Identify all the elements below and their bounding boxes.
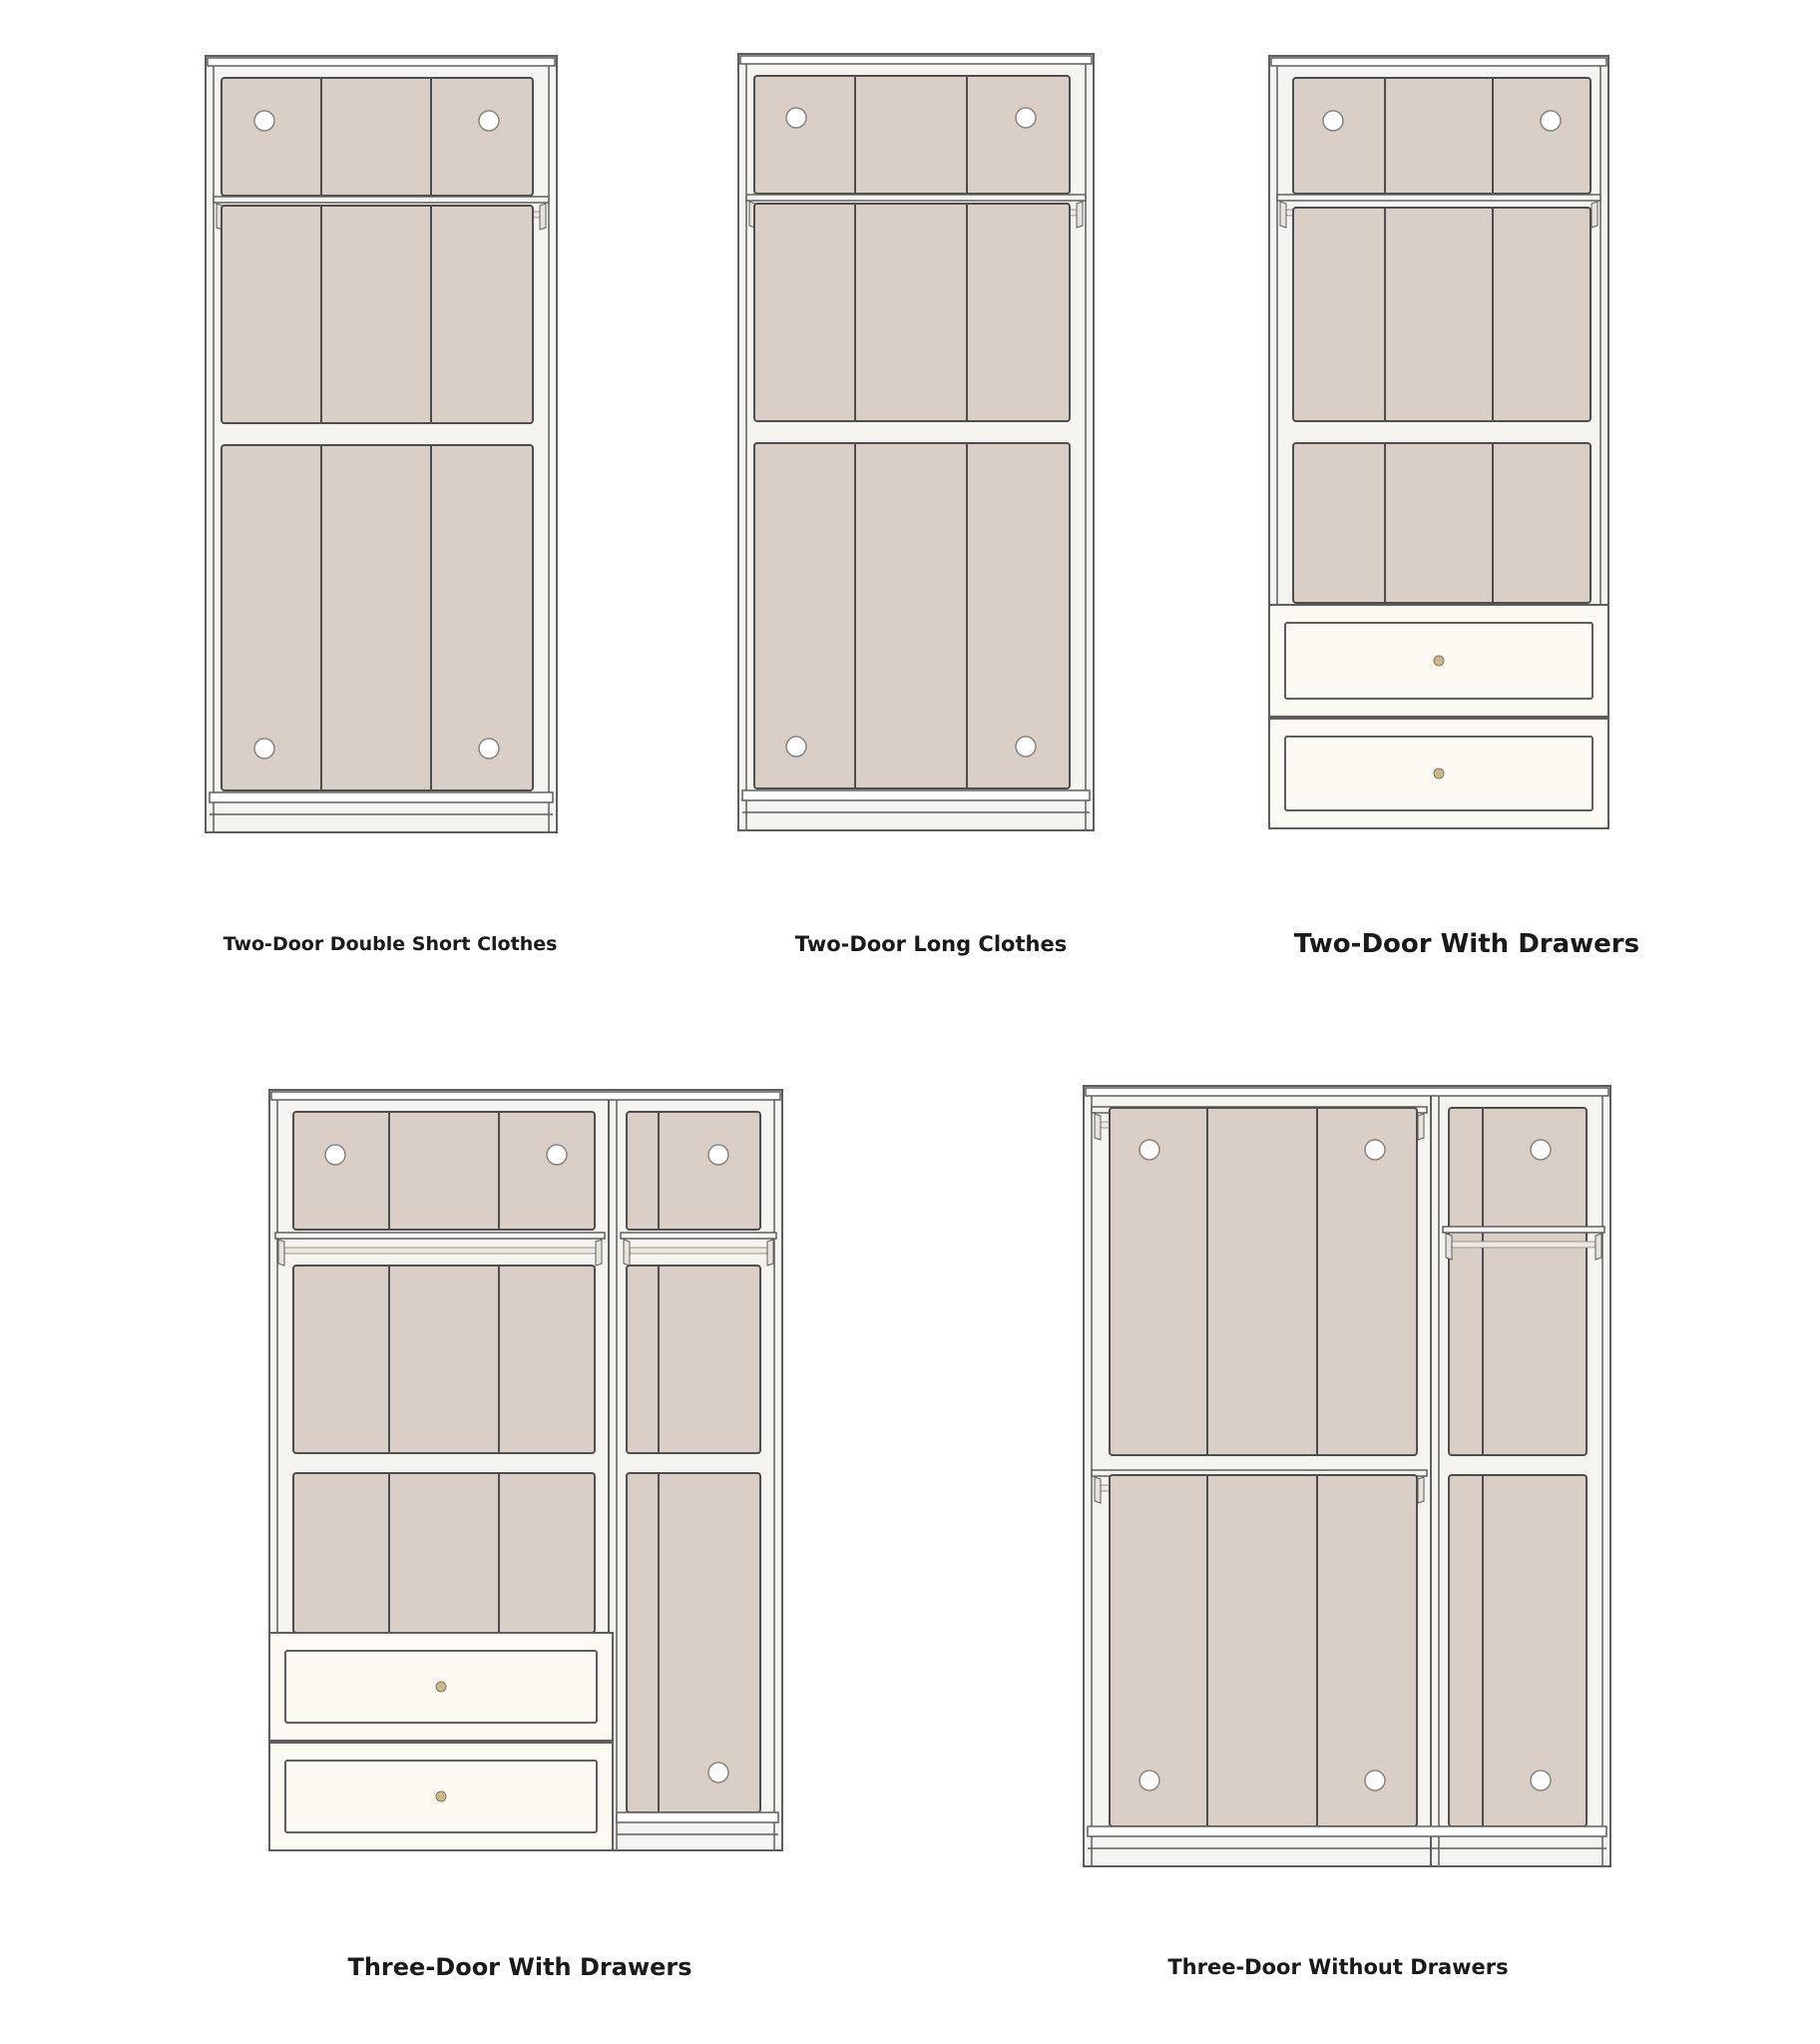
top-cornice	[1271, 58, 1606, 66]
rod-bracket-left	[1095, 1477, 1101, 1503]
hanging-rod	[629, 1248, 768, 1254]
top-storage-section	[1293, 78, 1591, 194]
caption-two-door-double-short-clothes: Two-Door Double Short Clothes	[223, 933, 558, 955]
rod-bracket-left	[1280, 202, 1286, 228]
upper-hanging-section	[1293, 208, 1591, 421]
rod-bracket-right	[1077, 202, 1083, 228]
left-upper-hanging-section	[293, 1266, 595, 1453]
rod-bracket-right	[1418, 1114, 1424, 1140]
door-handle-hole	[1139, 1771, 1159, 1790]
bottom-shelf	[210, 792, 553, 802]
left-top-storage-section	[293, 1112, 595, 1230]
upper-hanging-section	[754, 204, 1070, 421]
left-lower-section	[293, 1473, 595, 1633]
shelf-edge	[621, 1233, 776, 1239]
door-handle-hole	[547, 1145, 567, 1165]
rod-bracket-left	[278, 1240, 284, 1266]
drawer-knob	[1434, 656, 1444, 666]
top-cornice	[740, 56, 1092, 64]
shelf-edge	[1277, 195, 1600, 201]
door-handle-hole	[254, 739, 274, 759]
door-handle-hole	[708, 1145, 728, 1165]
top-cornice	[271, 1092, 780, 1100]
bottom-shelf	[617, 1812, 778, 1822]
rod-bracket-left	[1446, 1234, 1452, 1260]
caption-two-door-long-clothes: Two-Door Long Clothes	[794, 932, 1068, 956]
door-handle-hole	[786, 737, 806, 757]
rod-bracket-right	[540, 204, 546, 230]
drawer-knob	[1434, 768, 1444, 778]
hanging-rod	[1451, 1242, 1596, 1248]
right-lower-hanging-section	[1449, 1475, 1587, 1826]
drawer-knob	[436, 1791, 446, 1801]
bottom-shelf	[742, 790, 1090, 800]
right-lower-hanging-section	[627, 1473, 760, 1812]
right-top-storage-section	[627, 1112, 760, 1230]
drawer-knob	[436, 1682, 446, 1692]
upper-hanging-section	[222, 206, 533, 423]
door-handle-hole	[1016, 737, 1036, 757]
door-handle-hole	[1541, 111, 1561, 131]
door-handle-hole	[1365, 1771, 1385, 1790]
door-handle-hole	[786, 108, 806, 128]
shelf-edge	[214, 197, 549, 203]
door-handle-hole	[708, 1763, 728, 1783]
rod-bracket-right	[1592, 202, 1597, 228]
right-upper-hanging-section	[627, 1266, 760, 1453]
top-cornice	[208, 58, 555, 66]
rod-bracket-right	[1595, 1234, 1601, 1260]
door-handle-hole	[325, 1145, 345, 1165]
door-handle-hole	[1365, 1140, 1385, 1160]
door-handle-hole	[1016, 108, 1036, 128]
rod-bracket-right	[596, 1240, 602, 1266]
hanging-rod	[283, 1248, 597, 1254]
top-storage-section	[754, 76, 1070, 194]
lower-hanging-section	[1293, 443, 1591, 603]
caption-two-door-with-drawers: Two-Door With Drawers	[1293, 929, 1640, 959]
rod-bracket-right	[767, 1240, 773, 1266]
door-handle-hole	[1531, 1140, 1551, 1160]
door-handle-hole	[479, 111, 499, 131]
wardrobe-two-door-long	[738, 54, 1094, 830]
right-upper-section	[1449, 1108, 1587, 1455]
door-handle-hole	[254, 111, 274, 131]
door-handle-hole	[1139, 1140, 1159, 1160]
caption-three-door-without-drawers: Three-Door Without Drawers	[1167, 1955, 1509, 1979]
rod-bracket-left	[1095, 1114, 1101, 1140]
bottom-shelf	[1088, 1826, 1606, 1836]
caption-three-door-with-drawers: Three-Door With Drawers	[347, 1953, 692, 1981]
shelf-edge	[275, 1233, 605, 1239]
top-cornice	[1086, 1088, 1608, 1096]
door-handle-hole	[1531, 1771, 1551, 1790]
door-handle-hole	[1323, 111, 1343, 131]
shelf-edge	[746, 195, 1086, 201]
rod-bracket-right	[1418, 1477, 1424, 1503]
left-upper-hanging-section	[1110, 1108, 1417, 1455]
wardrobe-two-door-drawers	[1269, 56, 1608, 828]
wardrobe-three-door-drawers	[269, 1090, 782, 1850]
wardrobe-three-door-no-drawers	[1084, 1086, 1610, 1866]
rod-bracket-left	[624, 1240, 630, 1266]
door-handle-hole	[479, 739, 499, 759]
wardrobe-two-door-double-short	[206, 56, 557, 832]
shelf-edge	[1443, 1227, 1604, 1233]
top-storage-section	[222, 78, 533, 196]
